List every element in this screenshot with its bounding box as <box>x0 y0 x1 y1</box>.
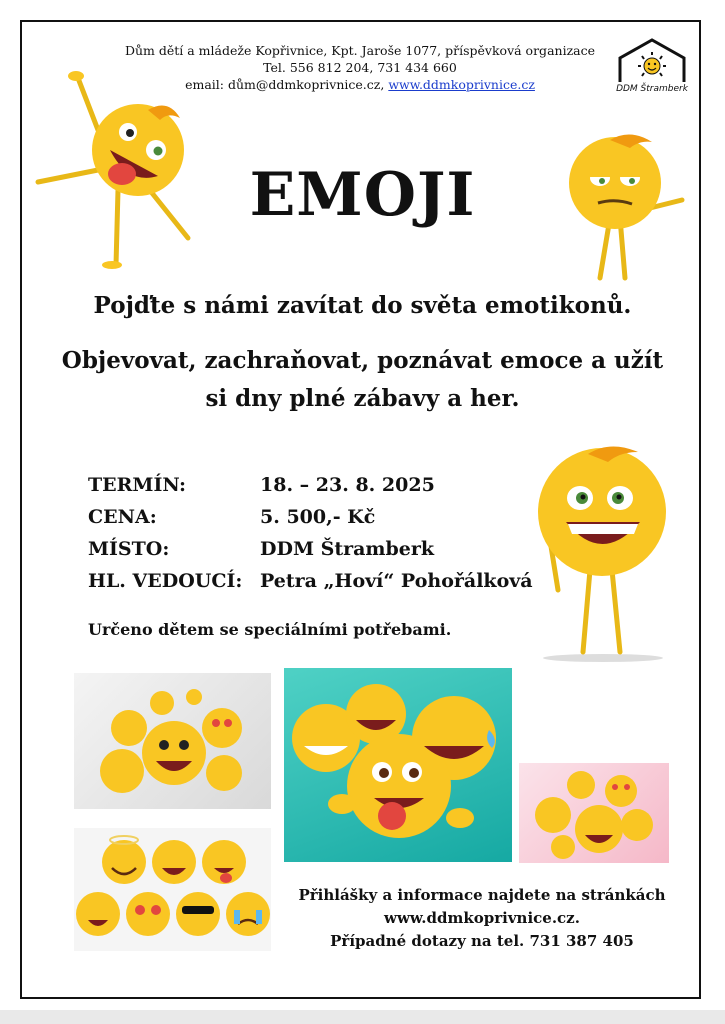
header-email: email: dům@ddmkoprivnice.cz, <box>185 77 389 92</box>
emoji-group-photo-1 <box>74 673 271 809</box>
smiling-emoji-illustration <box>528 440 678 665</box>
detail-label: TERMÍN: <box>88 474 187 496</box>
footer-phone: Případné dotazy na tel. 731 387 405 <box>330 932 634 950</box>
detail-label: CENA: <box>88 506 157 528</box>
page-bottom-edge <box>0 1010 725 1024</box>
footer-line-1: Přihlášky a informace najdete na stránkách <box>298 886 666 904</box>
event-details <box>88 474 533 602</box>
intro-line-2b: si dny plné zábavy a her. <box>205 385 520 412</box>
detail-value: 18. – 23. 8. 2025 <box>260 474 435 496</box>
emoji-group-photo-2 <box>284 668 512 862</box>
detail-value: 5. 500,- Kč <box>260 506 376 528</box>
detail-row-place <box>88 538 533 570</box>
footer-info <box>292 884 672 953</box>
detail-row-leader <box>88 570 533 602</box>
header-tel-line: Tel. 556 812 204, 731 434 660 <box>263 60 457 75</box>
page-title: EMOJI <box>249 160 476 230</box>
header-web-link[interactable]: www.ddmkoprivnice.cz <box>388 77 535 92</box>
header-org-line: Dům dětí a mládeže Kopřivnice, Kpt. Jaroše 1077, příspěvková organizace <box>124 43 596 58</box>
detail-row-price <box>88 506 533 538</box>
detail-label: MÍSTO: <box>88 538 170 560</box>
logo-text: DDM Štramberk <box>616 84 688 94</box>
audience-note: Určeno dětem se speciálními potřebami. <box>88 620 452 639</box>
ddm-logo <box>612 36 692 102</box>
detail-value: DDM Štramberk <box>260 538 435 560</box>
intro-line-2a: Objevovat, zachraňovat, poznávat emoce a užít <box>61 347 664 374</box>
house-sun-icon <box>612 36 692 86</box>
detail-label: HL. VEDOUCÍ: <box>88 570 243 592</box>
emoji-group-photo-3 <box>519 763 669 863</box>
footer-website[interactable]: www.ddmkoprivnice.cz. <box>384 909 580 927</box>
emoji-group-photo-4 <box>74 828 271 951</box>
detail-value: Petra „Hoví“ Pohořálková <box>260 570 533 592</box>
intro-line-2 <box>40 342 685 418</box>
detail-row-date <box>88 474 533 506</box>
intro-line-1: Pojďte s námi zavítat do světa emotikonů. <box>93 292 632 319</box>
